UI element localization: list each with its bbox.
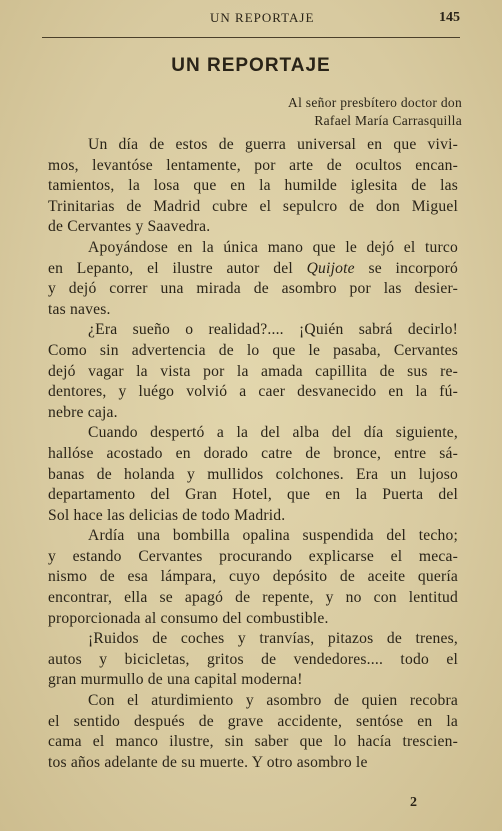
text-line: autos y bicicletas, gritos de vendedores.... todo el: [48, 650, 458, 668]
text-line: y estando Cervantes procurando explicarse el meca-: [48, 547, 458, 565]
text-line: y dejó correr una mirada de asombro por las desier-: [48, 280, 458, 298]
chapter-title: UN REPORTAJE: [171, 55, 331, 76]
text-line: Ardía una bombilla opalina suspendida del techo;: [88, 527, 458, 545]
text-line: proporcionada al consumo del combustible.: [48, 609, 329, 627]
dedication-line: Al señor presbítero doctor don: [288, 95, 462, 110]
paragraph: [48, 135, 458, 238]
running-head: [40, 10, 460, 32]
dedication-line: Rafael María Carrasquilla: [314, 113, 462, 128]
text-line: dejó vagar la vista por la amada capillita de sus re-: [48, 362, 458, 380]
text-line: tas naves.: [48, 300, 111, 318]
text-line: el sentido después de grave accidente, sentóse en la: [48, 712, 458, 730]
text-line: de Cervantes y Saavedra.: [48, 218, 211, 236]
text-line: Cuando despertó a la del alba del día siguiente,: [88, 424, 458, 442]
text-line: cama el manco ilustre, sin saber que lo hacía trescien-: [48, 733, 458, 751]
text-line: Apoyándose en la única mano que le dejó el turco: [88, 238, 458, 256]
text-line: Como sin advertencia de lo que le pasaba, Cervantes: [48, 341, 458, 359]
paragraph: [48, 423, 458, 526]
text-line: gran murmullo de una capital moderna!: [48, 671, 303, 689]
paragraph: [48, 320, 458, 423]
text-line: tos años adelante de su muerte. Y otro asombro le: [48, 753, 368, 771]
text-line: ¿Era sueño o realidad?.... ¡Quién sabrá decirlo!: [88, 321, 458, 339]
text-line: en Lepanto, el ilustre autor del Quijote se incorporó: [48, 259, 458, 277]
page-number: 145: [439, 10, 460, 25]
body-text: [48, 135, 458, 773]
text-line: mos, levantóse lentamente, por arte de ocultos encan-: [48, 156, 458, 174]
text-line: Un día de estos de guerra universal en que vivi-: [88, 136, 458, 153]
running-title: UN REPORTAJE: [210, 10, 315, 25]
text-line: nebre caja.: [48, 403, 118, 421]
text-line: Sol hace las delicias de todo Madrid.: [48, 506, 286, 524]
text-line: tamientos, la losa que en la humilde iglesita de las: [48, 177, 458, 195]
dedication: [288, 94, 462, 130]
text-line: banas de holanda y mullidos colchones. Era un lujoso: [48, 465, 458, 483]
text-line: dentores, y luégo volvió a caer desvanecido en la fú-: [48, 383, 458, 401]
text-line: hallóse acostado en dorado catre de bronce, entre sá-: [48, 444, 458, 462]
text-line: Trinitarias de Madrid cubre el sepulcro de don Miguel: [48, 197, 458, 215]
text-line: nismo de esa lámpara, cuyo depósito de aceite quería: [48, 568, 458, 586]
text-line: encontrar, ella se apagó de repente, y no con lentitud: [48, 589, 458, 607]
paragraph: [48, 629, 458, 691]
header-rule: [42, 37, 460, 38]
signature-mark: 2: [410, 795, 417, 810]
paragraph: [48, 691, 458, 773]
paragraph: [48, 526, 458, 629]
text-line: departamento del Gran Hotel, que en la Puerta del: [48, 486, 458, 504]
text-line: Con el aturdimiento y asombro de quien recobra: [88, 692, 458, 710]
text-line: ¡Ruidos de coches y tranvías, pitazos de trenes,: [88, 630, 458, 648]
paragraph: [48, 238, 458, 320]
